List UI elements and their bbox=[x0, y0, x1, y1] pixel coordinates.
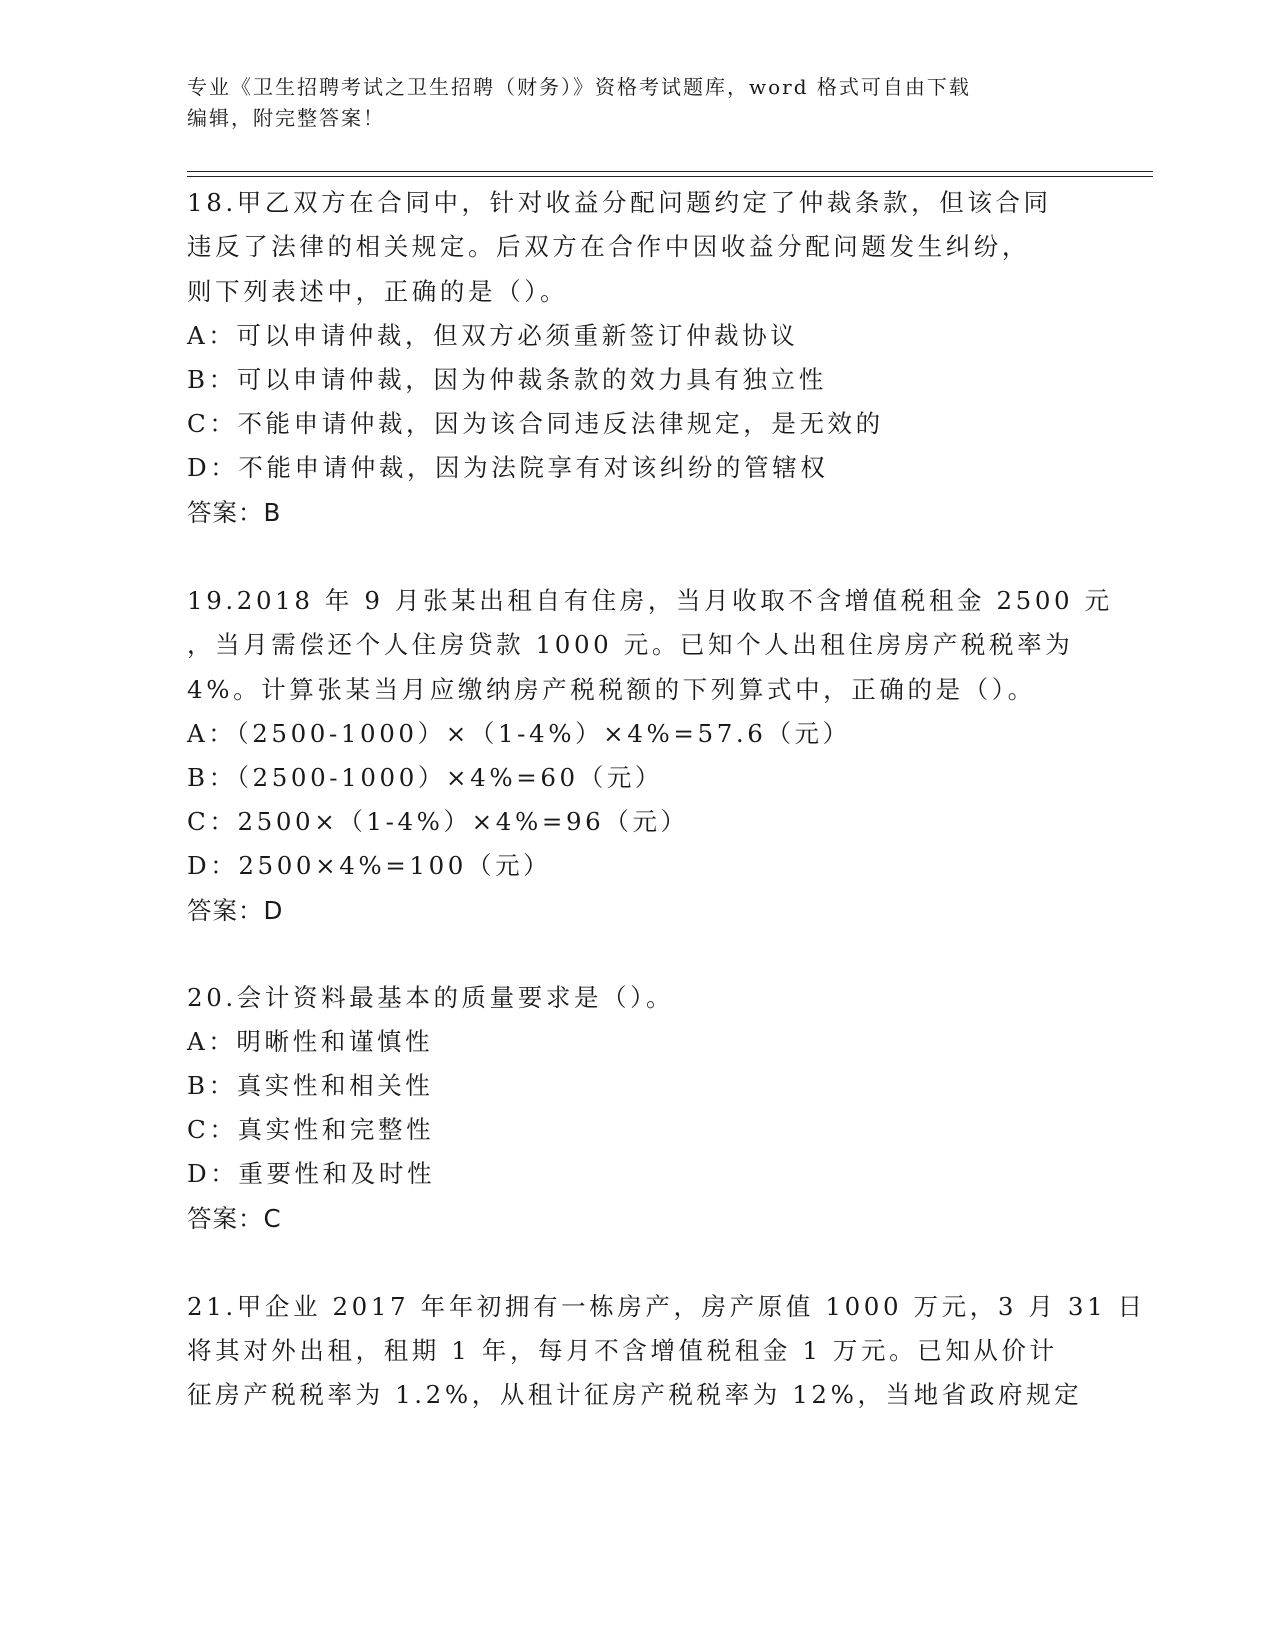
question-20-answer: 答案：C bbox=[187, 1204, 282, 1233]
question-19-answer: 答案：D bbox=[187, 896, 284, 925]
question-20-option-a: A：明晰性和谨慎性 bbox=[187, 1027, 434, 1056]
question-20-option-c: C：真实性和完整性 bbox=[187, 1115, 435, 1144]
question-18-stem-line-2: 违反了法律的相关规定。后双方在合作中因收益分配问题发生纠纷， bbox=[187, 232, 1030, 261]
header-divider-top bbox=[187, 171, 1153, 172]
question-21-stem-line-1: 21.甲企业 2017 年年初拥有一栋房产，房产原值 1000 万元，3 月 31 日 bbox=[187, 1292, 1146, 1321]
question-19-stem-line-1: 19.2018 年 9 月张某出租自有住房，当月收取不含增值税租金 2500 元 bbox=[187, 586, 1113, 615]
question-19-option-c: C：2500×（1-4%）×4%=96（元） bbox=[187, 807, 689, 836]
question-19-option-b: B：（2500-1000）×4%=60（元） bbox=[187, 763, 664, 792]
question-20-stem-line-1: 20.会计资料最基本的质量要求是（）。 bbox=[187, 983, 675, 1012]
question-19-stem-line-3: 4%。计算张某当月应缴纳房产税税额的下列算式中，正确的是（）。 bbox=[187, 675, 1036, 704]
document-header-line-1: 专业《卫生招聘考试之卫生招聘（财务）》资格考试题库，word 格式可自由下载 bbox=[187, 75, 971, 99]
question-18-option-b: B：可以申请仲裁，因为仲裁条款的效力具有独立性 bbox=[187, 365, 827, 394]
question-20-option-d: D：重要性和及时性 bbox=[187, 1159, 436, 1188]
question-18-option-d: D：不能申请仲裁，因为法院享有对该纠纷的管辖权 bbox=[187, 453, 829, 482]
question-21-stem-line-2: 将其对外出租，租期 1 年，每月不含增值税租金 1 万元。已知从价计 bbox=[187, 1336, 1058, 1365]
header-divider-bottom bbox=[187, 176, 1153, 177]
question-18-option-a: A：可以申请仲裁，但双方必须重新签订仲裁协议 bbox=[187, 321, 799, 350]
question-19-stem-line-2: ，当月需偿还个人住房贷款 1000 元。已知个人出租住房房产税税率为 bbox=[187, 630, 1074, 659]
question-18-answer: 答案：B bbox=[187, 498, 282, 527]
document-header-line-2: 编辑，附完整答案！ bbox=[187, 106, 385, 130]
question-18-option-c: C：不能申请仲裁，因为该合同违反法律规定，是无效的 bbox=[187, 409, 884, 438]
question-18-stem-line-3: 则下列表述中，正确的是（）。 bbox=[187, 277, 569, 306]
question-18-stem-line-1: 18.甲乙双方在合同中，针对收益分配问题约定了仲裁条款，但该合同 bbox=[187, 188, 1052, 217]
question-20-option-b: B：真实性和相关性 bbox=[187, 1071, 434, 1100]
question-19-option-a: A：（2500-1000）×（1-4%）×4%=57.6（元） bbox=[187, 719, 851, 748]
question-19-option-d: D：2500×4%=100（元） bbox=[187, 851, 552, 880]
question-21-stem-line-3: 征房产税税率为 1.2%，从租计征房产税税率为 12%，当地省政府规定 bbox=[187, 1380, 1083, 1409]
